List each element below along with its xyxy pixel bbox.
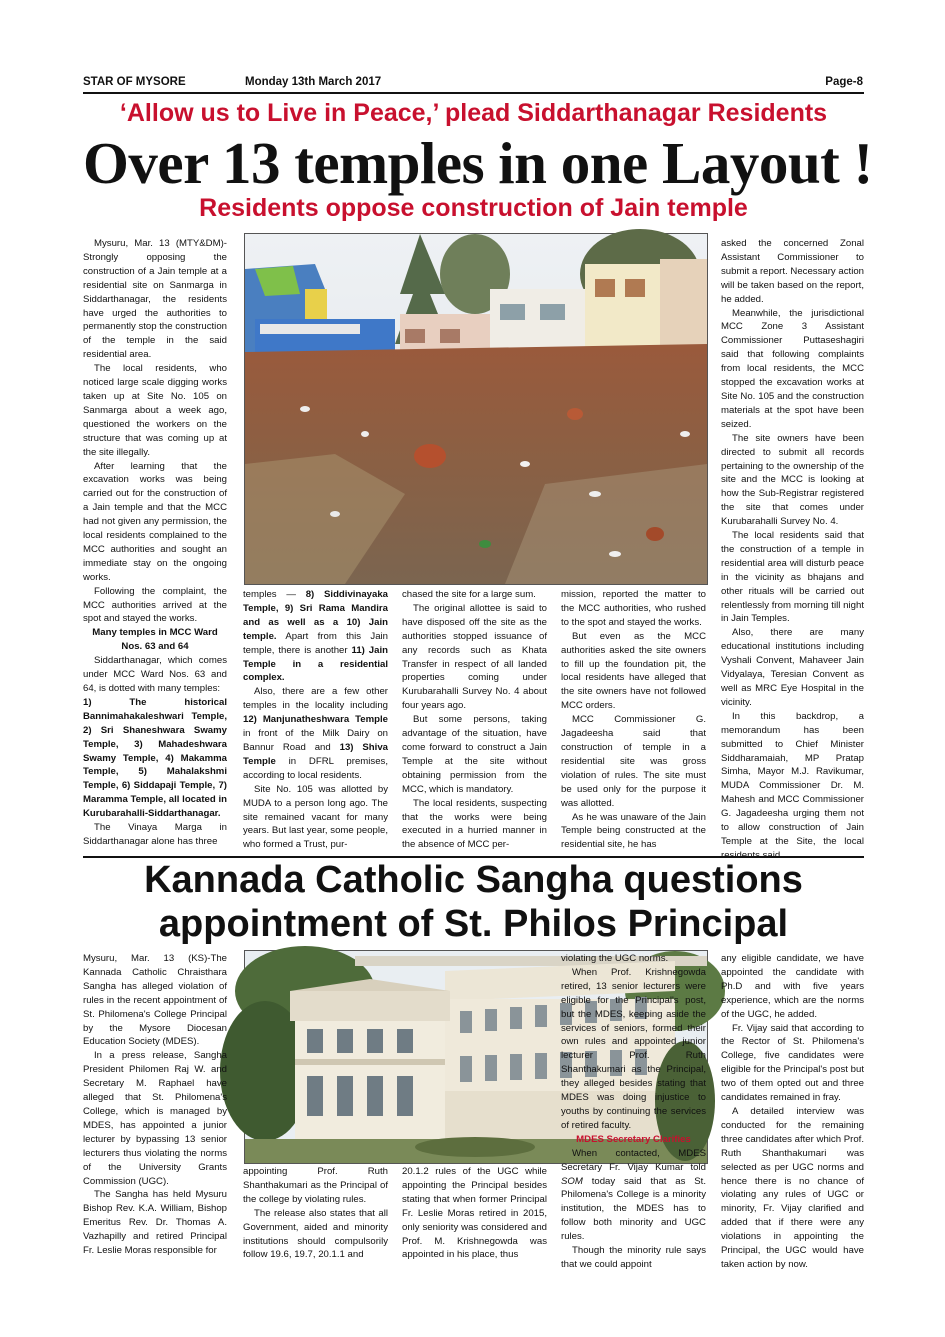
paragraph: The Sangha has held Mysuru Bishop Rev. K.A. William, Bishop Emeritus Rev. Dr. Thomas A. Vazhapilly and retired Principal Fr. Leslie Moras responsible for <box>83 1189 227 1257</box>
story1-photo-vacant-site <box>244 233 708 585</box>
paragraph: Though the minority rule says that we could appoint <box>561 1245 706 1270</box>
text-run: 12) Manjunatheshwara Temple <box>243 714 388 726</box>
story1-column-4 <box>561 588 706 854</box>
paragraph: Fr. Vijay said that according to the Rector of St. Philomena's College, five candidates were eligible for the Principal's post but two of them opted out and three candidates remained in fray. <box>721 1022 864 1104</box>
paragraph: A detailed interview was conducted for the remaining three candidates after which Prof. Ruth Shanthakumari was selected as per UGC norms and hence there is no chance of violating any rules of UGC or minority, Fr. Vijay clarified and added that if there were any violations in appointing the Principal, the UGC would have taken action by now. <box>721 1105 864 1270</box>
paragraph: chased the site for a large sum. <box>402 589 536 600</box>
text-run: temples — <box>243 589 306 600</box>
paragraph <box>561 1147 706 1244</box>
paragraph <box>243 588 388 685</box>
paragraph: Meanwhile, the jurisdictional MCC Zone 3 Assistant Commissioner Puttaseshagiri said that following complaints from local residents, the MCC stopped the excavation works at Site No. 105 and the construction materials at the spot have been seized. <box>721 307 864 430</box>
text-run: in front of the Milk Dairy on Bannur Road and <box>243 728 388 753</box>
text-run: Also, there are a few other temples in the locality including <box>243 686 388 712</box>
story1-column-1 <box>83 237 227 853</box>
crosshead: Many temples in MCC Ward Nos. 63 and 64 <box>92 627 218 653</box>
story2-column-5 <box>721 952 864 1270</box>
paragraph: The local residents, suspecting that the works were being executed in a hurried manner in the absence of MCC per- <box>402 797 547 851</box>
text-run: SOM <box>561 1175 583 1187</box>
paragraph: asked the concerned Zonal Assistant Commissioner to submit a report. Necessary action will be taken based on the report, he added. <box>721 238 864 305</box>
paragraph: MCC Commissioner G. Jagadeesha said that construction of temple in a residential site was gross violation of rules. The site must be used only for the purpose it was allotted. <box>561 714 706 809</box>
story2-column-1 <box>83 952 227 1264</box>
paragraph: appointing Prof. Ruth Shanthakumari as the Principal of the college by violating rules. <box>243 1166 388 1205</box>
paper-name: STAR OF MYSORE <box>83 76 186 88</box>
paragraph: any eligible candidate, we have appointed the candidate with Ph.D and with five years experience, which are the norms of the UGC, he added. <box>721 953 864 1020</box>
paragraph: Mysuru, Mar. 13 (MTY&DM)- Strongly opposing the construction of a Jain temple at a residential site on Sanmarga in Siddarthanagar, the residents have urged the authorities to permanently stop the construction of the temple in the said residential area. <box>83 238 227 361</box>
headline-line-1: Kannada Catholic Sangha questions <box>144 859 803 901</box>
issue-date: Monday 13th March 2017 <box>245 76 382 88</box>
paragraph: The Vinaya Marga in Siddarthanagar alone has three <box>83 822 227 847</box>
page-number: Page-8 <box>825 76 863 88</box>
text-run: in DFRL premises, according to local residents. <box>243 755 388 781</box>
paragraph: 20.1.2 rules of the UGC while appointing the Principal besides stating that when former Principal Fr. Leslie Moras retired in 2015, only seniority was considered and Prof. M. Krishnegowda was appointed in his place, thus <box>402 1166 547 1261</box>
paragraph: The local residents said that the construction of a temple in residential area will disturb peace in the vicinity as bhajans and other rituals will be carried out relentlessly from morning till night in Jain Temples. <box>721 530 864 625</box>
story2-column-2 <box>243 1165 388 1265</box>
paragraph: When Prof. Krishnegowda retired, 13 senior lecturers were eligible for the Principal's post, but the MDES, keeping aside the services of seniors, formed their own rules and appointed junior lecturer Prof. Ruth Shanthakumari as the Principal, they alleged besides stating that MDES was doing injustice to youths by continuing the services of retired faculty. <box>561 966 706 1131</box>
paragraph: Mysuru, Mar. 13 (KS)-The Kannada Catholic Chraisthara Sangha has alleged violation of rules in the recent appointment of St. Philomena's College Principal by the Mysore Diocesan Education Society (MDES). <box>83 953 227 1048</box>
text-run: 13) Shiva Temple <box>243 741 388 767</box>
text-run: When contacted, MDES Secretary Fr. Vijay Kumar told <box>561 1147 706 1173</box>
masthead <box>83 76 863 92</box>
paragraph: The site owners have been directed to submit all records pertaining to the ownership of the site and the MCC is looking at how the Sub-Registrar registered the site that comes under Kurubarahalli Survey No. 4. <box>721 432 864 528</box>
paragraph: Siddarthanagar, which comes under MCC Ward Nos. 63 and 64, is dotted with many temples: <box>83 655 227 694</box>
masthead-rule <box>83 92 864 94</box>
story1-headline: Over 13 temples in one Layout ! <box>83 130 873 196</box>
story1-column-2 <box>243 588 388 854</box>
story1-kicker: ‘Allow us to Live in Peace,’ plead Siddarthanagar Residents <box>119 99 828 127</box>
paragraph <box>243 685 388 782</box>
paragraph: But some persons, taking advantage of the situation, have come forward to construct a Jain Temple at the site without obtaining permission from the MCC, which is mandatory. <box>402 714 547 795</box>
paragraph: As he was unaware of the Jain Temple being constructed at the residential site, he has <box>561 811 706 851</box>
paragraph: Site No. 105 was allotted by MUDA to a person long ago. The site remained vacant for many years. But last year, some people, who formed a Trust, pur- <box>243 783 388 851</box>
crosshead: MDES Secretary Clarifies <box>576 1133 691 1145</box>
paragraph: In this backdrop, a memorandum has been submitted to Chief Minister Siddharamaiah, MP Pratap Simha, Mayor M.J. Ravikumar, MUDA Commissioner Dr. M. Mahesh and MCC Commissioner G. Jagadeesha urging them not to allow construction of Jain Temple at the Site, the local <box>721 710 864 847</box>
paragraph: The local residents, who noticed large scale digging works taken up at Site No. 105 on Sanmarga about a week ago, questioned the workers on the structure that was coming up at the site illegally. <box>83 363 227 458</box>
paragraph: Also, there are many educational institutions including Vyshali Convent, Mahaveer Jain Vidyalaya, Teresian Convent as well as MRC Eye Hospital in the vicinity. <box>721 627 864 708</box>
paragraph: The release also states that all Government, aided and minority institutions should compulsorily follow 19.6, 19.7, 20.1.1 and <box>243 1207 388 1261</box>
paragraph: violating the UGC norms. <box>561 953 669 964</box>
story1-subhead: Residents oppose construction of Jain temple <box>199 194 748 222</box>
text-run: 11) Jain Temple in a residential complex. <box>243 644 388 684</box>
vacant-site-illustration <box>245 234 707 584</box>
headline-line-2: appointment of St. Philos Principal <box>158 903 789 945</box>
text-run: 8) Siddivinayaka Temple, 9) Sri Rama Mandira and as well as a 10) Jain temple. <box>243 589 388 642</box>
story2-headline <box>83 858 864 946</box>
paragraph: The original allottee is said to have disposed off the site as the authorities stopped issuance of any records such as Khata Transfer in respect of all landed properties coming under Kurubarahalli Survey No. 4 about four years ago. <box>402 602 547 712</box>
paragraph: Following the complaint, the MCC authorities arrived at the spot and stayed the works. <box>83 585 227 625</box>
temple-list: 1) The historical Bannimahakaleshwari Temple, 2) Sri Shaneshwara Swamy Temple, 3) Mahadeshwara Swamy Temple, 4) Makamma Temple, 5) Mahalakshmi Temple, 6) Siddapaji Temple, 7) Maramma Temple, all located in Kurubarahalli-Siddarthanagar. <box>83 696 227 820</box>
text-run: Apart from this Jain temple, there is another <box>243 630 388 656</box>
text-run: today said that as St. Philomena's College is a minority institution, the MDES has to follow both minority and UGC rules. <box>561 1175 706 1243</box>
paragraph: mission, reported the matter to the MCC authorities, who rushed to the spot and stayed the works. <box>561 589 706 628</box>
paragraph: In a press release, Sangha President Philomen Raj W. and Secretary M. Raphael have alleged that St. Philomena's College, which is managed by MDES, has appointed a junior lecturer by bypassing 13 senior lecturers thus violating the norms of the University Grants Commission (UGC). <box>83 1050 227 1187</box>
story1-column-3 <box>402 588 547 854</box>
story2-column-3 <box>402 1165 547 1265</box>
story1-column-5 <box>721 237 864 854</box>
paragraph: But even as the MCC authorities asked the site owners to fill up the foundation pit, the local residents have alleged that the site owners have not followed MCC orders. <box>561 630 706 712</box>
story2-column-4 <box>561 952 706 1270</box>
paragraph: After learning that the excavation works was being carried out for the construction of a Jain temple and that the MCC had not given any permission, the local residents complained to the MCC authorities and sought an immediate stay on the ongoing works. <box>83 460 227 583</box>
